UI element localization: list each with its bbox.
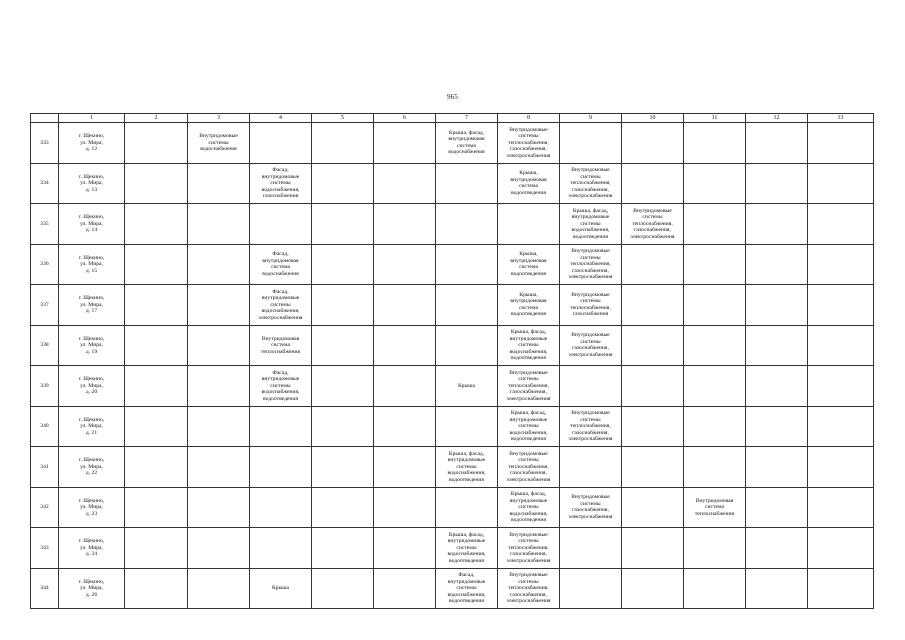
table-cell: Крыша, внутридомовая система водоотведения (498, 244, 560, 285)
table-cell: Фасад, внутридомовые системы водоснабжения, водоотведения (250, 366, 312, 407)
table-cell (188, 244, 250, 285)
table-cell: Крыша, фасад, внутридомовая система водоснабжения (436, 123, 498, 164)
table-cell (684, 568, 746, 609)
table-cell: Фасад, внутридомовые системы водоснабжения, газоснабжения (250, 163, 312, 204)
table-cell: Крыша (250, 568, 312, 609)
table-cell: Внутридомовая система теплоснабжения (684, 487, 746, 528)
table-row (31, 487, 874, 528)
table-cell (374, 204, 436, 245)
table-cell (684, 406, 746, 447)
table-cell: Внутридомовые системы газоснабжения, электроснабжения (560, 325, 622, 366)
row-number-cell: 335 (31, 204, 59, 245)
table-cell (622, 487, 684, 528)
table-cell: Внутридомовая система теплоснабжения (250, 325, 312, 366)
table-cell (250, 123, 312, 164)
table-cell (622, 325, 684, 366)
table-cell: Внутридомовые системы теплоснабжения, газоснабжения (560, 285, 622, 326)
table-cell: Крыша, внутридомовая система водоотведения (498, 163, 560, 204)
table-cell (808, 325, 874, 366)
table-cell (684, 528, 746, 569)
table-cell (622, 285, 684, 326)
table-cell (374, 568, 436, 609)
table-cell (436, 163, 498, 204)
header-cell: 10 (622, 114, 684, 123)
table-cell (746, 366, 808, 407)
table-cell: Крыша, фасад, внутридомовые системы водоснабжения, водоотведения (436, 447, 498, 488)
table-cell: Внутридомовые системы теплоснабжения, газоснабжения, электроснабжения (560, 163, 622, 204)
header-cell: 4 (250, 114, 312, 123)
header-cell: 12 (746, 114, 808, 123)
table-cell (374, 244, 436, 285)
table-cell: Фасад, внутридомовые системы водоснабжения, электроснабжения (250, 285, 312, 326)
table-row (31, 163, 874, 204)
table-cell (684, 447, 746, 488)
table-cell (125, 204, 188, 245)
table-cell (746, 447, 808, 488)
table-cell (684, 285, 746, 326)
table-cell: Внутридомовые системы теплоснабжения, газоснабжения, электроснабжения (498, 528, 560, 569)
table-cell (312, 325, 374, 366)
table-cell (125, 528, 188, 569)
table-cell (684, 366, 746, 407)
table-cell (808, 163, 874, 204)
table-cell (188, 204, 250, 245)
header-cell: 2 (125, 114, 188, 123)
table-cell: Внутридомовые системы теплоснабжения, газоснабжения, электроснабжения (498, 366, 560, 407)
table-row (31, 204, 874, 245)
address-cell: г. Щекино, ул. Мира, д. 26 (59, 568, 125, 609)
row-number-cell: 342 (31, 487, 59, 528)
row-number-cell: 338 (31, 325, 59, 366)
table-cell (188, 568, 250, 609)
table-cell (622, 163, 684, 204)
table-row (31, 366, 874, 407)
table-cell (250, 406, 312, 447)
table-cell: Крыша, фасад, внутридомовые системы водоснабжения, водоотведения (436, 528, 498, 569)
table-cell (436, 204, 498, 245)
table-cell (746, 244, 808, 285)
table-cell (746, 123, 808, 164)
header-cell: 8 (498, 114, 560, 123)
table-cell: Внутридомовые системы теплоснабжения, газоснабжения, электроснабжения (498, 568, 560, 609)
table-cell: Крыша (436, 366, 498, 407)
table-cell (622, 244, 684, 285)
table-cell (436, 285, 498, 326)
table-cell (622, 406, 684, 447)
table-cell (436, 487, 498, 528)
table-cell (808, 447, 874, 488)
header-cell-row-number (31, 114, 59, 123)
table-cell: Крыша, фасад, внутридомовые системы водоснабжения, водоотведения (560, 204, 622, 245)
table-cell (312, 487, 374, 528)
table-cell (374, 528, 436, 569)
table-cell (808, 204, 874, 245)
table-cell (746, 487, 808, 528)
table-cell (808, 123, 874, 164)
table-cell (622, 366, 684, 407)
table-body (31, 123, 874, 609)
table-cell (622, 123, 684, 164)
table-cell: Внутридомовые системы теплоснабжения, газоснабжения, электроснабжения (560, 244, 622, 285)
table-cell (312, 285, 374, 326)
address-cell: г. Щекино, ул. Мира, д. 12 (59, 123, 125, 164)
table-cell (560, 568, 622, 609)
table-cell (188, 487, 250, 528)
table-row (31, 528, 874, 569)
table-cell (684, 163, 746, 204)
table-cell (312, 204, 374, 245)
table-cell (125, 568, 188, 609)
table-cell (188, 447, 250, 488)
table-cell (684, 123, 746, 164)
address-cell: г. Щекино, ул. Мира, д. 14 (59, 204, 125, 245)
address-cell: г. Щекино, ул. Мира, д. 21 (59, 406, 125, 447)
table-cell (746, 163, 808, 204)
table-cell (808, 568, 874, 609)
row-number-cell: 340 (31, 406, 59, 447)
table-cell (808, 244, 874, 285)
table-cell (560, 447, 622, 488)
header-cell: 1 (59, 114, 125, 123)
table-row (31, 285, 874, 326)
table-cell: Внутридомовые системы теплоснабжения, газоснабжения, электроснабжения (560, 406, 622, 447)
table-row (31, 568, 874, 609)
table-cell (125, 285, 188, 326)
table-cell (498, 204, 560, 245)
table-cell (374, 325, 436, 366)
table-cell (746, 568, 808, 609)
repair-schedule-table (30, 113, 874, 609)
table-cell: Внутридомовые системы теплоснабжения, газоснабжения, электроснабжения (622, 204, 684, 245)
table-cell (312, 568, 374, 609)
row-number-cell: 336 (31, 244, 59, 285)
table-cell (746, 528, 808, 569)
table-cell (808, 366, 874, 407)
page-number: 965 (446, 93, 459, 101)
table-row (31, 244, 874, 285)
table-cell (125, 123, 188, 164)
header-row (31, 114, 874, 123)
table-cell (622, 528, 684, 569)
table-cell (125, 487, 188, 528)
table-cell (125, 406, 188, 447)
table-cell: Внутридомовые системы теплоснабжения, газоснабжения, электроснабжения (498, 447, 560, 488)
table-cell (250, 204, 312, 245)
table-cell (125, 325, 188, 366)
address-cell: г. Щекино, ул. Мира, д. 20 (59, 366, 125, 407)
table-cell (746, 285, 808, 326)
table-cell: Крыша, фасад, внутридомовые системы водоснабжения, водоотведения (498, 406, 560, 447)
table-cell: Внутридомовые системы газоснабжения, электроснабжения (560, 487, 622, 528)
table-cell (312, 447, 374, 488)
table-cell (374, 285, 436, 326)
table-cell (188, 528, 250, 569)
table-cell (188, 163, 250, 204)
table-cell (622, 568, 684, 609)
table-cell (374, 123, 436, 164)
address-cell: г. Щекино, ул. Мира, д. 15 (59, 244, 125, 285)
table-cell (746, 406, 808, 447)
table-cell (188, 406, 250, 447)
table-cell (436, 325, 498, 366)
table-cell (125, 163, 188, 204)
table-cell: Крыша, фасад, внутридомовые системы водоснабжения, водоотведения (498, 325, 560, 366)
table-cell (125, 447, 188, 488)
table-cell (436, 244, 498, 285)
row-number-cell: 333 (31, 123, 59, 164)
table-row (31, 406, 874, 447)
table-cell (374, 366, 436, 407)
table-row (31, 447, 874, 488)
table-cell (746, 204, 808, 245)
header-cell: 11 (684, 114, 746, 123)
table-cell (808, 406, 874, 447)
table-cell (684, 204, 746, 245)
header-cell: 9 (560, 114, 622, 123)
table-cell (808, 528, 874, 569)
table-cell (684, 325, 746, 366)
table-cell (125, 244, 188, 285)
table-row (31, 123, 874, 164)
row-number-cell: 339 (31, 366, 59, 407)
address-cell: г. Щекино, ул. Мира, д. 24 (59, 528, 125, 569)
row-number-cell: 341 (31, 447, 59, 488)
row-number-cell: 344 (31, 568, 59, 609)
table-cell (125, 366, 188, 407)
row-number-cell: 343 (31, 528, 59, 569)
table-cell (436, 406, 498, 447)
table-cell (250, 447, 312, 488)
table-cell (374, 163, 436, 204)
table-cell (374, 487, 436, 528)
address-cell: г. Щекино, ул. Мира, д. 13 (59, 163, 125, 204)
header-cell: 3 (188, 114, 250, 123)
table-cell (188, 366, 250, 407)
table-cell (250, 487, 312, 528)
table-cell: Внутридомовые системы водоснабжения (188, 123, 250, 164)
address-cell: г. Щекино, ул. Мира, д. 19 (59, 325, 125, 366)
table-cell (808, 487, 874, 528)
header-cell: 6 (374, 114, 436, 123)
row-number-cell: 334 (31, 163, 59, 204)
table-cell: Крыша, фасад, внутридомовые системы водоснабжения, водоотведения (498, 487, 560, 528)
row-number-cell: 337 (31, 285, 59, 326)
address-cell: г. Щекино, ул. Мира, д. 22 (59, 447, 125, 488)
table-cell (684, 244, 746, 285)
table-cell: Фасад, внутридомовые системы водоснабжения, водоотведения (436, 568, 498, 609)
table-cell (312, 528, 374, 569)
address-cell: г. Щекино, ул. Мира, д. 23 (59, 487, 125, 528)
header-cell: 5 (312, 114, 374, 123)
table-cell (312, 163, 374, 204)
address-cell: г. Щекино, ул. Мира, д. 17 (59, 285, 125, 326)
table-cell (188, 325, 250, 366)
table-cell (188, 285, 250, 326)
table-cell (312, 406, 374, 447)
table-cell: Фасад, внутридомовая система водоснабжения (250, 244, 312, 285)
table-cell (808, 285, 874, 326)
table-cell (312, 366, 374, 407)
table-row (31, 325, 874, 366)
header-cell: 7 (436, 114, 498, 123)
table-cell (560, 123, 622, 164)
table-cell (374, 406, 436, 447)
table-cell (622, 447, 684, 488)
table-cell (250, 528, 312, 569)
table-cell (746, 325, 808, 366)
table-cell (374, 447, 436, 488)
table-cell (312, 123, 374, 164)
table-cell (312, 244, 374, 285)
table-cell: Крыша, внутридомовая система водоотведения (498, 285, 560, 326)
table-cell (560, 366, 622, 407)
table-cell (560, 528, 622, 569)
header-cell: 13 (808, 114, 874, 123)
table-cell: Внутридомовые системы теплоснабжения, газоснабжения, электроснабжения (498, 123, 560, 164)
